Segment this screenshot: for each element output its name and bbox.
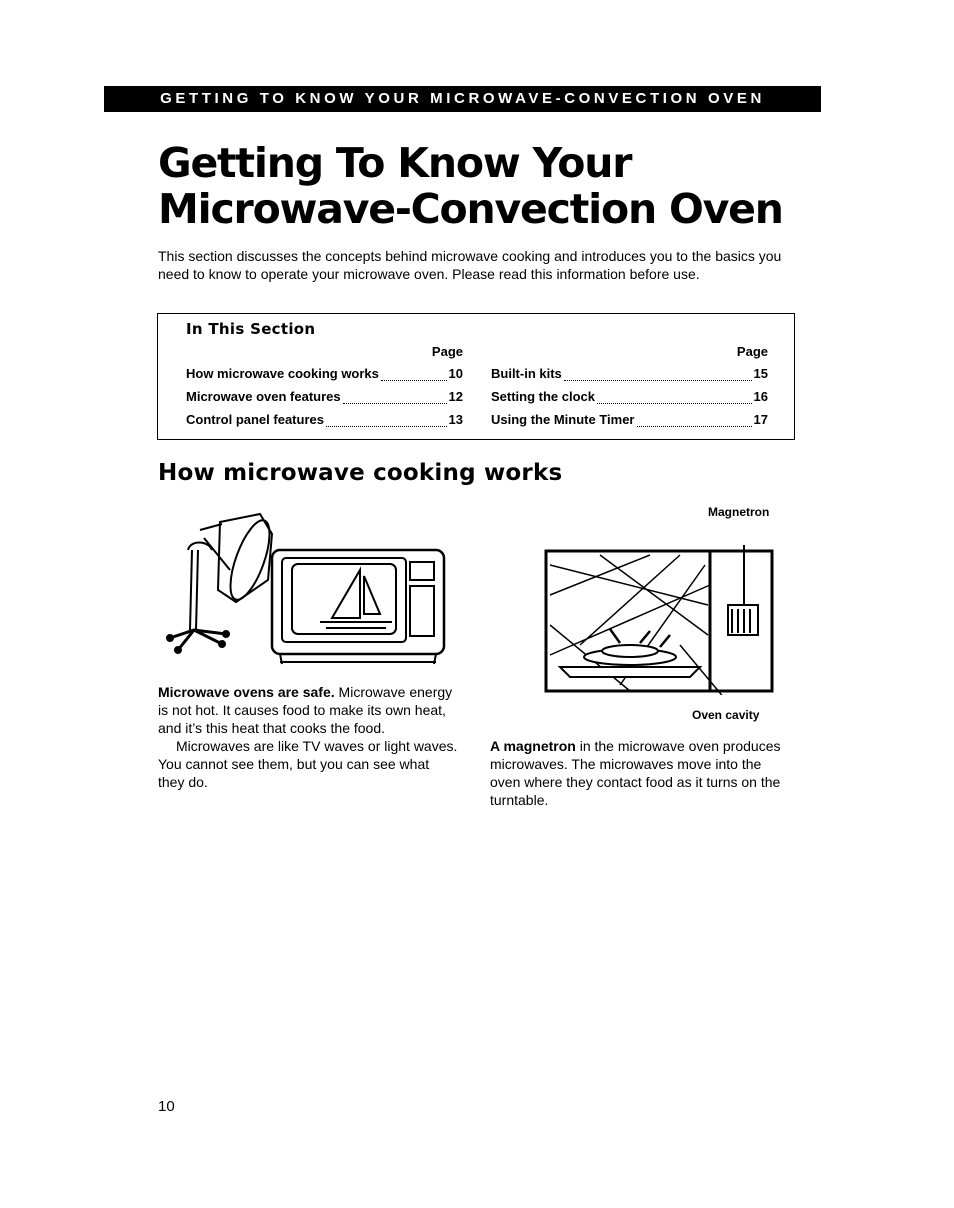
lamp-and-tv-illustration bbox=[160, 510, 450, 670]
toc-entry-label: Setting the clock bbox=[491, 389, 596, 404]
toc-entry[interactable] bbox=[491, 385, 768, 408]
toc-entry[interactable] bbox=[491, 408, 768, 431]
section-banner: GETTING TO KNOW YOUR MICROWAVE-CONVECTION OVEN bbox=[104, 86, 821, 112]
oven-cavity-label: Oven cavity bbox=[692, 708, 760, 722]
toc-column-left bbox=[186, 342, 463, 431]
toc-entry-label: Built-in kits bbox=[491, 366, 562, 381]
toc-entry-label: Using the Minute Timer bbox=[491, 412, 635, 427]
toc-column-right bbox=[491, 342, 768, 431]
title-line-2: Microwave-Convection Oven bbox=[158, 185, 783, 233]
title-line-1: Getting To Know Your bbox=[158, 139, 632, 187]
in-this-section-box bbox=[157, 313, 795, 440]
toc-entry-label: How microwave cooking works bbox=[186, 366, 379, 381]
toc-page-label: Page bbox=[431, 344, 463, 359]
magnetron-label: Magnetron bbox=[708, 505, 770, 519]
left-paragraph-1-text: Microwave energy is not hot. It causes food to make its own heat, and it’s this heat that cooks the food. bbox=[158, 684, 453, 736]
intro-paragraph: This section discusses the concepts behind microwave cooking and introduces you to the basics you need to know to operate your microwave oven. Please read this information before use. bbox=[158, 248, 782, 282]
right-paragraph-1 bbox=[490, 737, 790, 809]
page-title bbox=[158, 140, 783, 232]
toc-entry-page: 13 bbox=[448, 412, 463, 427]
toc-entry-page: 15 bbox=[753, 366, 768, 381]
left-paragraph-2: Microwaves are like TV waves or light waves. You cannot see them, but you can see what they do. bbox=[158, 738, 458, 790]
toc-entry-page: 12 bbox=[448, 389, 463, 404]
section-heading: How microwave cooking works bbox=[158, 460, 563, 486]
toc-entry-page: 16 bbox=[753, 389, 768, 404]
toc-entry-page: 10 bbox=[448, 366, 463, 381]
oven-cavity-diagram bbox=[540, 545, 780, 695]
page-number: 10 bbox=[158, 1098, 175, 1115]
toc-page-label: Page bbox=[736, 344, 768, 359]
toc-heading: In This Section bbox=[186, 320, 316, 338]
right-column-text bbox=[490, 737, 790, 809]
toc-entry-page: 17 bbox=[753, 412, 768, 427]
toc-entry[interactable] bbox=[186, 385, 463, 408]
right-lead-bold: A magnetron bbox=[490, 738, 576, 754]
left-column-text bbox=[158, 683, 458, 791]
right-paragraph-1-text: in the microwave oven produces microwaves. The microwaves move into the oven where they contact food as it turns on the turntable. bbox=[490, 738, 781, 808]
toc-entry[interactable] bbox=[186, 408, 463, 431]
toc-entry[interactable] bbox=[186, 362, 463, 385]
left-lead-bold: Microwave ovens are safe. bbox=[158, 684, 335, 700]
toc-entry-label: Control panel features bbox=[186, 412, 324, 427]
left-paragraph-1 bbox=[158, 683, 458, 737]
toc-entry-label: Microwave oven features bbox=[186, 389, 341, 404]
toc-entry[interactable] bbox=[491, 362, 768, 385]
